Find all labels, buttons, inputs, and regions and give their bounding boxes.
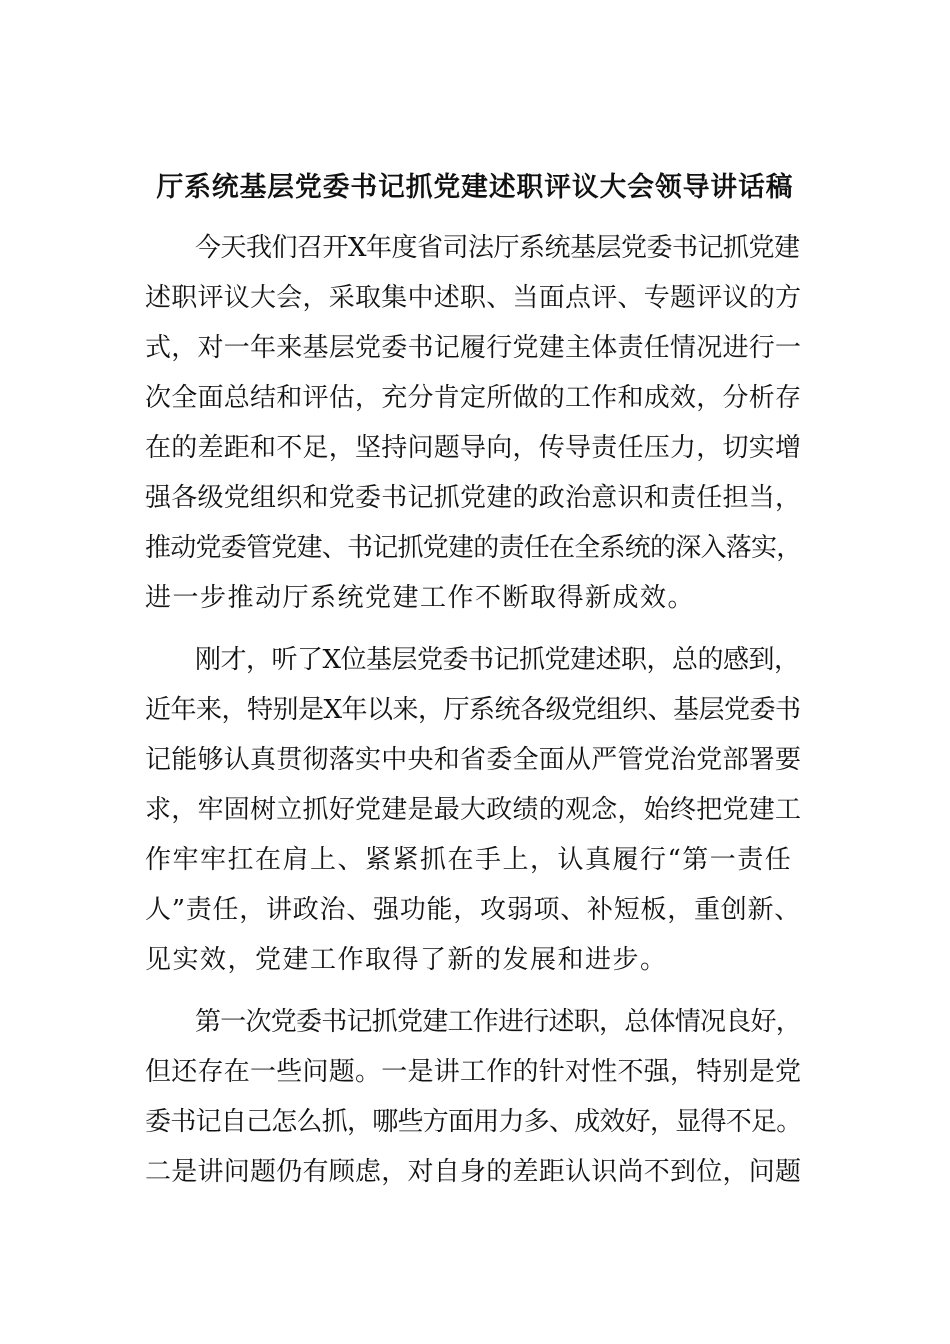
paragraph-1-line-5: 在的差距和不足，坚持问题导向，传导责任压力，切实增 [145,433,802,463]
paragraph-3-line-1: 第一次党委书记抓党建工作进行述职，总体情况良好， [195,1007,802,1037]
paragraph-1-line-7: 推动党委管党建、书记抓党建的责任在全系统的深入落实， [145,533,802,563]
paragraph-2-line-2: 近年来，特别是X年以来，厅系统各级党组织、基层党委书 [145,695,801,725]
paragraph-1-line-1: 今天我们召开X年度省司法厅系统基层党委书记抓党建 [195,233,800,263]
paragraph-2-line-7: 见实效，党建工作取得了新的发展和进步。 [145,945,668,975]
paragraph-2-line-6: 人”责任，讲政治、强功能，攻弱项、补短板，重创新、 [145,895,802,925]
paragraph-1-line-4: 次全面总结和评估，充分肯定所做的工作和成效，分析存 [145,383,802,413]
paragraph-1-line-2: 述职评议大会，采取集中述职、当面点评、专题评议的方 [145,283,802,313]
paragraph-3-line-2: 但还存在一些问题。一是讲工作的针对性不强，特别是党 [145,1057,802,1087]
paragraph-2-line-3: 记能够认真贯彻落实中央和省委全面从严管党治党部署要 [145,745,802,775]
paragraph-3-line-4: 二是讲问题仍有顾虑，对自身的差距认识尚不到位，问题 [145,1157,802,1187]
paragraph-3-line-3: 委书记自己怎么抓，哪些方面用力多、成效好，显得不足。 [145,1107,802,1137]
paragraph-2-line-5: 作牢牢扛在肩上、紧紧抓在手上，认真履行“第一责任 [145,845,793,875]
paragraph-1-line-8: 进一步推动厅系统党建工作不断取得新成效。 [145,583,696,613]
paragraph-1-line-6: 强各级党组织和党委书记抓党建的政治意识和责任担当， [145,483,802,513]
paragraph-2-line-4: 求，牢固树立抓好党建是最大政绩的观念，始终把党建工 [145,795,802,825]
paragraph-2-line-1: 刚才，听了X位基层党委书记抓党建述职，总的感到， [195,645,800,675]
paragraph-1-line-3: 式，对一年来基层党委书记履行党建主体责任情况进行一 [145,333,802,363]
document-title: 厅系统基层党委书记抓党建述职评议大会领导讲话稿 [156,172,794,203]
